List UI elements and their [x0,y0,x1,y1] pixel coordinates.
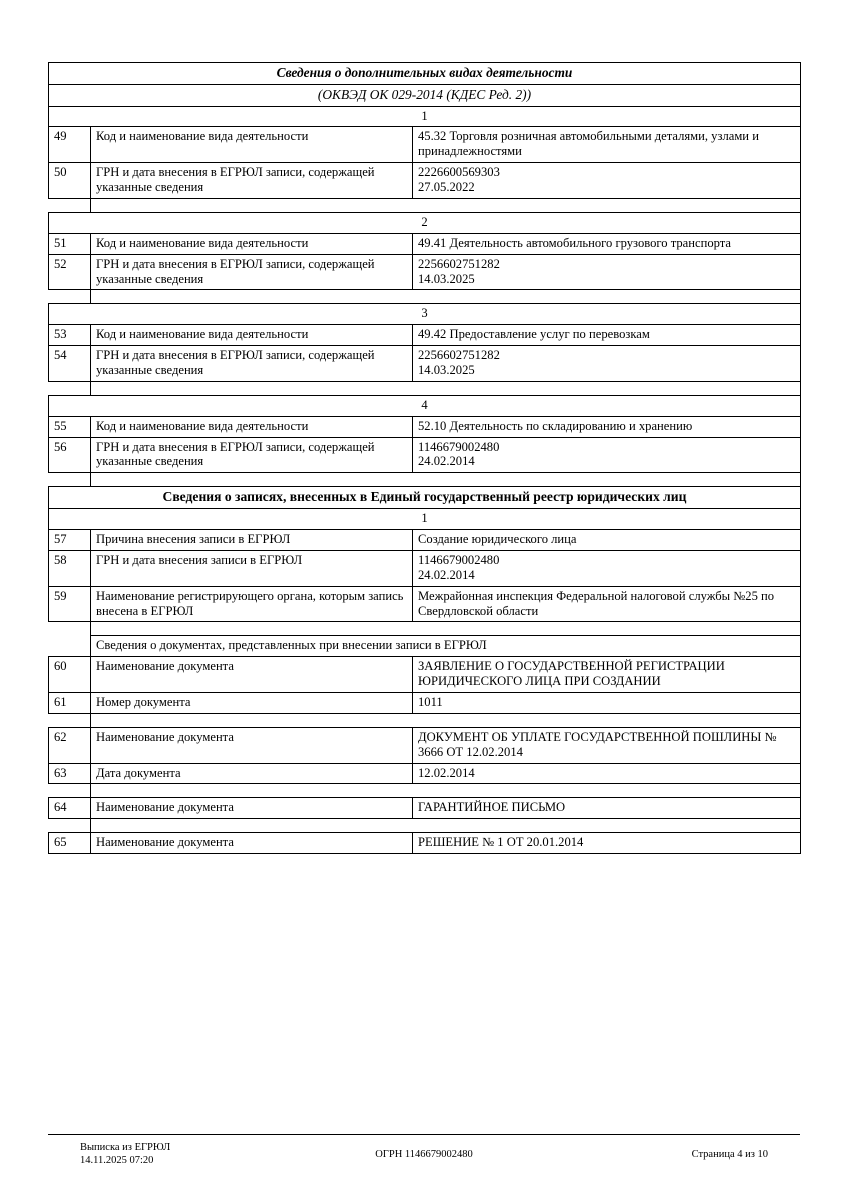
documents-header-left [49,636,91,657]
row-number: 53 [49,325,91,346]
row-number: 55 [49,416,91,437]
table-row [49,833,801,854]
row-value: 2226600569303 27.05.2022 [413,163,801,199]
group-number-row [49,106,801,127]
row-number: 64 [49,798,91,819]
row-value: 1011 [413,693,801,714]
row-label: Наименование документа [91,657,413,693]
row-value: 45.32 Торговля розничная автомобильными деталями, узлами и принадлежностями [413,127,801,163]
spacer-cell [91,198,801,212]
table-row [49,586,801,622]
egrul-table [48,62,801,854]
row-value: Межрайонная инспекция Федеральной налоговой службы №25 по Свердловской области [413,586,801,622]
section-activities-title: Сведения о дополнительных видах деятельности [49,63,801,85]
row-label: Номер документа [91,693,413,714]
row-label: Наименование документа [91,727,413,763]
section-records-title-row [49,487,801,509]
spacer-row [49,622,801,636]
group-number-row [49,304,801,325]
spacer-row [49,473,801,487]
row-label: ГРН и дата внесения в ЕГРЮЛ записи, содержащей указанные сведения [91,163,413,199]
row-value: 49.41 Деятельность автомобильного грузового транспорта [413,233,801,254]
group-number: 1 [49,106,801,127]
footer-doc-type: Выписка из ЕГРЮЛ [80,1142,171,1153]
row-label: ГРН и дата внесения в ЕГРЮЛ записи, содержащей указанные сведения [91,254,413,290]
spacer-row [49,819,801,833]
row-label: Код и наименование вида деятельности [91,127,413,163]
group-number: 3 [49,304,801,325]
row-label: Дата документа [91,763,413,784]
documents-header: Сведения о документах, представленных при внесении записи в ЕГРЮЛ [91,636,801,657]
row-number: 52 [49,254,91,290]
table-row [49,233,801,254]
table-row [49,657,801,693]
group-number: 4 [49,395,801,416]
footer-ogrn: ОГРН 1146679002480 [375,1149,473,1160]
footer-page-number: Страница 4 из 10 [691,1149,768,1160]
table-row [49,727,801,763]
table-row [49,693,801,714]
section-activities-subtitle: (ОКВЭД ОК 029-2014 (КДЕС Ред. 2)) [49,84,801,106]
spacer-left [49,473,91,487]
row-value: РЕШЕНИЕ № 1 ОТ 20.01.2014 [413,833,801,854]
spacer-row [49,784,801,798]
footer-left [80,1141,170,1167]
table-row [49,416,801,437]
row-label: Код и наименование вида деятельности [91,416,413,437]
spacer-left [49,198,91,212]
table-row [49,763,801,784]
row-number: 58 [49,550,91,586]
row-label: ГРН и дата внесения записи в ЕГРЮЛ [91,550,413,586]
spacer-left [49,784,91,798]
group-number-row [49,395,801,416]
table-row [49,127,801,163]
row-number: 63 [49,763,91,784]
spacer-left [49,713,91,727]
section-activities-title-row [49,63,801,85]
group-number: 1 [49,509,801,530]
footer-timestamp: 14.11.2025 07:20 [80,1155,154,1167]
row-label: Наименование документа [91,798,413,819]
row-number: 49 [49,127,91,163]
group-number: 2 [49,212,801,233]
row-value: 1146679002480 24.02.2014 [413,437,801,473]
row-value: 1146679002480 24.02.2014 [413,550,801,586]
row-label: Причина внесения записи в ЕГРЮЛ [91,530,413,551]
spacer-cell [91,622,801,636]
row-value: 2256602751282 14.03.2025 [413,254,801,290]
spacer-cell [91,784,801,798]
row-number: 56 [49,437,91,473]
row-value: 52.10 Деятельность по складированию и хранению [413,416,801,437]
page-footer [48,1134,800,1170]
spacer-cell [91,819,801,833]
spacer-left [49,381,91,395]
spacer-row [49,290,801,304]
row-number: 50 [49,163,91,199]
table-row [49,254,801,290]
spacer-row [49,381,801,395]
row-number: 57 [49,530,91,551]
row-value: ЗАЯВЛЕНИЕ О ГОСУДАРСТВЕННОЙ РЕГИСТРАЦИИ ЮРИДИЧЕСКОГО ЛИЦА ПРИ СОЗДАНИИ [413,657,801,693]
spacer-row [49,713,801,727]
table-row [49,163,801,199]
row-value: 2256602751282 14.03.2025 [413,346,801,382]
section-activities-subtitle-row [49,84,801,106]
row-label: Код и наименование вида деятельности [91,325,413,346]
row-number: 59 [49,586,91,622]
row-number: 51 [49,233,91,254]
row-number: 61 [49,693,91,714]
row-value: ГАРАНТИЙНОЕ ПИСЬМО [413,798,801,819]
spacer-row [49,198,801,212]
row-value: Создание юридического лица [413,530,801,551]
section-records-title: Сведения о записях, внесенных в Единый государственный реестр юридических лиц [49,487,801,509]
table-row [49,530,801,551]
spacer-cell [91,381,801,395]
row-label: ГРН и дата внесения в ЕГРЮЛ записи, содержащей указанные сведения [91,346,413,382]
row-label: ГРН и дата внесения в ЕГРЮЛ записи, содержащей указанные сведения [91,437,413,473]
row-number: 65 [49,833,91,854]
spacer-cell [91,290,801,304]
row-label: Наименование регистрирующего органа, которым запись внесена в ЕГРЮЛ [91,586,413,622]
row-value: 49.42 Предоставление услуг по перевозкам [413,325,801,346]
documents-header-row [49,636,801,657]
row-value: 12.02.2014 [413,763,801,784]
row-number: 62 [49,727,91,763]
spacer-left [49,622,91,636]
spacer-cell [91,473,801,487]
row-value: ДОКУМЕНТ ОБ УПЛАТЕ ГОСУДАРСТВЕННОЙ ПОШЛИНЫ № 3666 ОТ 12.02.2014 [413,727,801,763]
row-label: Код и наименование вида деятельности [91,233,413,254]
row-label: Наименование документа [91,833,413,854]
table-row [49,437,801,473]
spacer-left [49,290,91,304]
row-number: 54 [49,346,91,382]
row-number: 60 [49,657,91,693]
table-row [49,346,801,382]
spacer-left [49,819,91,833]
table-row [49,325,801,346]
group-number-row [49,212,801,233]
spacer-cell [91,713,801,727]
group-number-row [49,509,801,530]
table-row [49,550,801,586]
table-row [49,798,801,819]
